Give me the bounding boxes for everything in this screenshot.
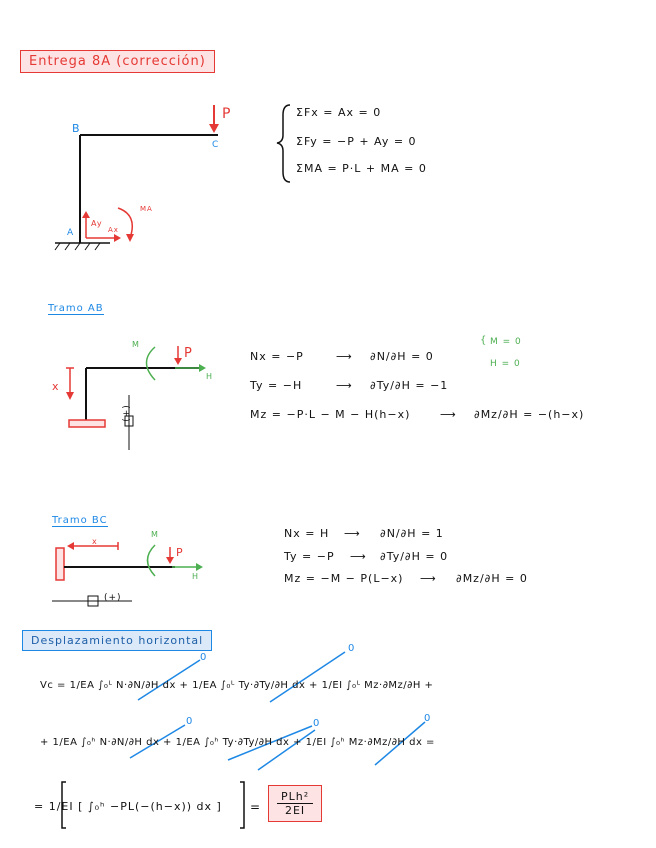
- tramo-ab-eq-2: Ty = −H: [250, 379, 303, 392]
- tramo-ab-label: Tramo AB: [48, 303, 104, 314]
- equals-sign: =: [250, 800, 262, 814]
- bracket-right: [240, 782, 244, 828]
- tramo-ab-cut: [69, 420, 105, 427]
- reaction-ma-label: MA: [140, 205, 153, 213]
- tramo-ab-x-label: x: [52, 380, 60, 393]
- node-a-label: A: [67, 228, 75, 238]
- displacement-line-1: Vc = 1/EA ∫₀ᴸ N·∂N/∂H dx + 1/EA ∫₀ᴸ Ty·∂Ty/∂H dx + 1/EI ∫₀ᴸ Mz·∂Mz/∂H +: [40, 680, 434, 691]
- tramo-bc-cut: [56, 548, 64, 580]
- tramo-bc-eq-3-arrow: ⟶: [420, 572, 437, 585]
- node-b-label: B: [72, 122, 81, 135]
- tramo-ab-brace: {: [480, 335, 488, 346]
- tramo-bc-eq-2-deriv: ∂Ty/∂H = 0: [380, 550, 449, 563]
- tramo-bc-eq-1-arrow: ⟶: [344, 527, 361, 540]
- tramo-bc-h-label: H: [192, 572, 200, 581]
- system-brace: [277, 105, 290, 182]
- tramo-ab-eq-3: Mz = −P·L − M − H(h−x): [250, 408, 411, 421]
- zero-annotation-5: 0: [424, 713, 432, 724]
- equilibrium-eq-2: ΣFy = −P + Ay = 0: [296, 135, 417, 148]
- tramo-bc-eq-3-deriv: ∂Mz/∂H = 0: [456, 572, 528, 585]
- reaction-ay-label: Ay: [91, 219, 103, 228]
- zero-annotation-3: 0: [186, 716, 194, 727]
- tramo-ab-h-label: H: [206, 372, 214, 381]
- displacement-line-3: = 1/EI [ ∫₀ʰ −PL(−(h−x)) dx ]: [34, 800, 222, 813]
- tramo-ab-eq-3-arrow: ⟶: [440, 408, 457, 421]
- tramo-ab-cond-1: M = 0: [490, 337, 522, 347]
- displacement-line-2: + 1/EA ∫₀ʰ N·∂N/∂H dx + 1/EA ∫₀ʰ Ty·∂Ty/∂H dx + 1/EI ∫₀ʰ Mz·∂Mz/∂H dx =: [40, 737, 435, 748]
- support-hatch: [55, 243, 100, 250]
- tramo-bc-eq-2-arrow: ⟶: [350, 550, 367, 563]
- load-p-label: P: [222, 106, 232, 122]
- reaction-ma-arc: [118, 208, 132, 238]
- node-c-label: C: [212, 140, 220, 150]
- zero-annotation-4: 0: [313, 718, 321, 729]
- tramo-ab-eq-1: Nx = −P: [250, 350, 304, 363]
- reaction-ax-label: Ax: [108, 226, 119, 234]
- tramo-bc-eq-3: Mz = −M − P(L−x): [284, 572, 404, 585]
- tramo-bc-eq-1-deriv: ∂N/∂H = 1: [380, 527, 444, 540]
- tramo-bc-eq-1: Nx = H: [284, 527, 330, 540]
- tramo-bc-sign: (+): [104, 593, 122, 603]
- page-title: Entrega 8A (corrección): [20, 50, 215, 73]
- result-denominator: 2EI: [284, 804, 306, 817]
- equilibrium-eq-3: ΣMA = P·L + MA = 0: [296, 162, 427, 175]
- result-numerator: PLh²: [277, 790, 313, 804]
- tramo-ab-eq-2-deriv: ∂Ty/∂H = −1: [370, 379, 449, 392]
- tramo-ab-m-arc: [147, 347, 156, 380]
- tramo-ab-eq-1-arrow: ⟶: [336, 350, 353, 363]
- tramo-bc-x-label: x: [92, 537, 98, 546]
- equilibrium-eq-1: ΣFx = Ax = 0: [296, 106, 382, 119]
- tramo-bc-p-label: P: [176, 546, 184, 559]
- tramo-ab-p-label: P: [184, 346, 193, 361]
- tramo-ab-eq-2-arrow: ⟶: [336, 379, 353, 392]
- tramo-ab-eq-3-deriv: ∂Mz/∂H = −(h−x): [474, 408, 585, 421]
- result-box: [268, 785, 322, 822]
- tramo-bc-label: Tramo BC: [52, 515, 108, 526]
- zero-annotation-2: 0: [348, 643, 356, 654]
- tramo-ab-eq-1-deriv: ∂N/∂H = 0: [370, 350, 434, 363]
- section-desplazamiento: Desplazamiento horizontal: [22, 630, 212, 651]
- tramo-ab-sign: (+): [121, 404, 132, 422]
- tramo-ab-cond-2: H = 0: [490, 359, 521, 369]
- cancel-strokes: [130, 652, 425, 770]
- tramo-bc-eq-2: Ty = −P: [284, 550, 335, 563]
- zero-annotation-1: 0: [200, 652, 208, 663]
- tramo-bc-m-arc: [148, 545, 156, 576]
- tramo-ab-m-label: M: [132, 340, 140, 349]
- tramo-bc-m-label: M: [151, 530, 159, 539]
